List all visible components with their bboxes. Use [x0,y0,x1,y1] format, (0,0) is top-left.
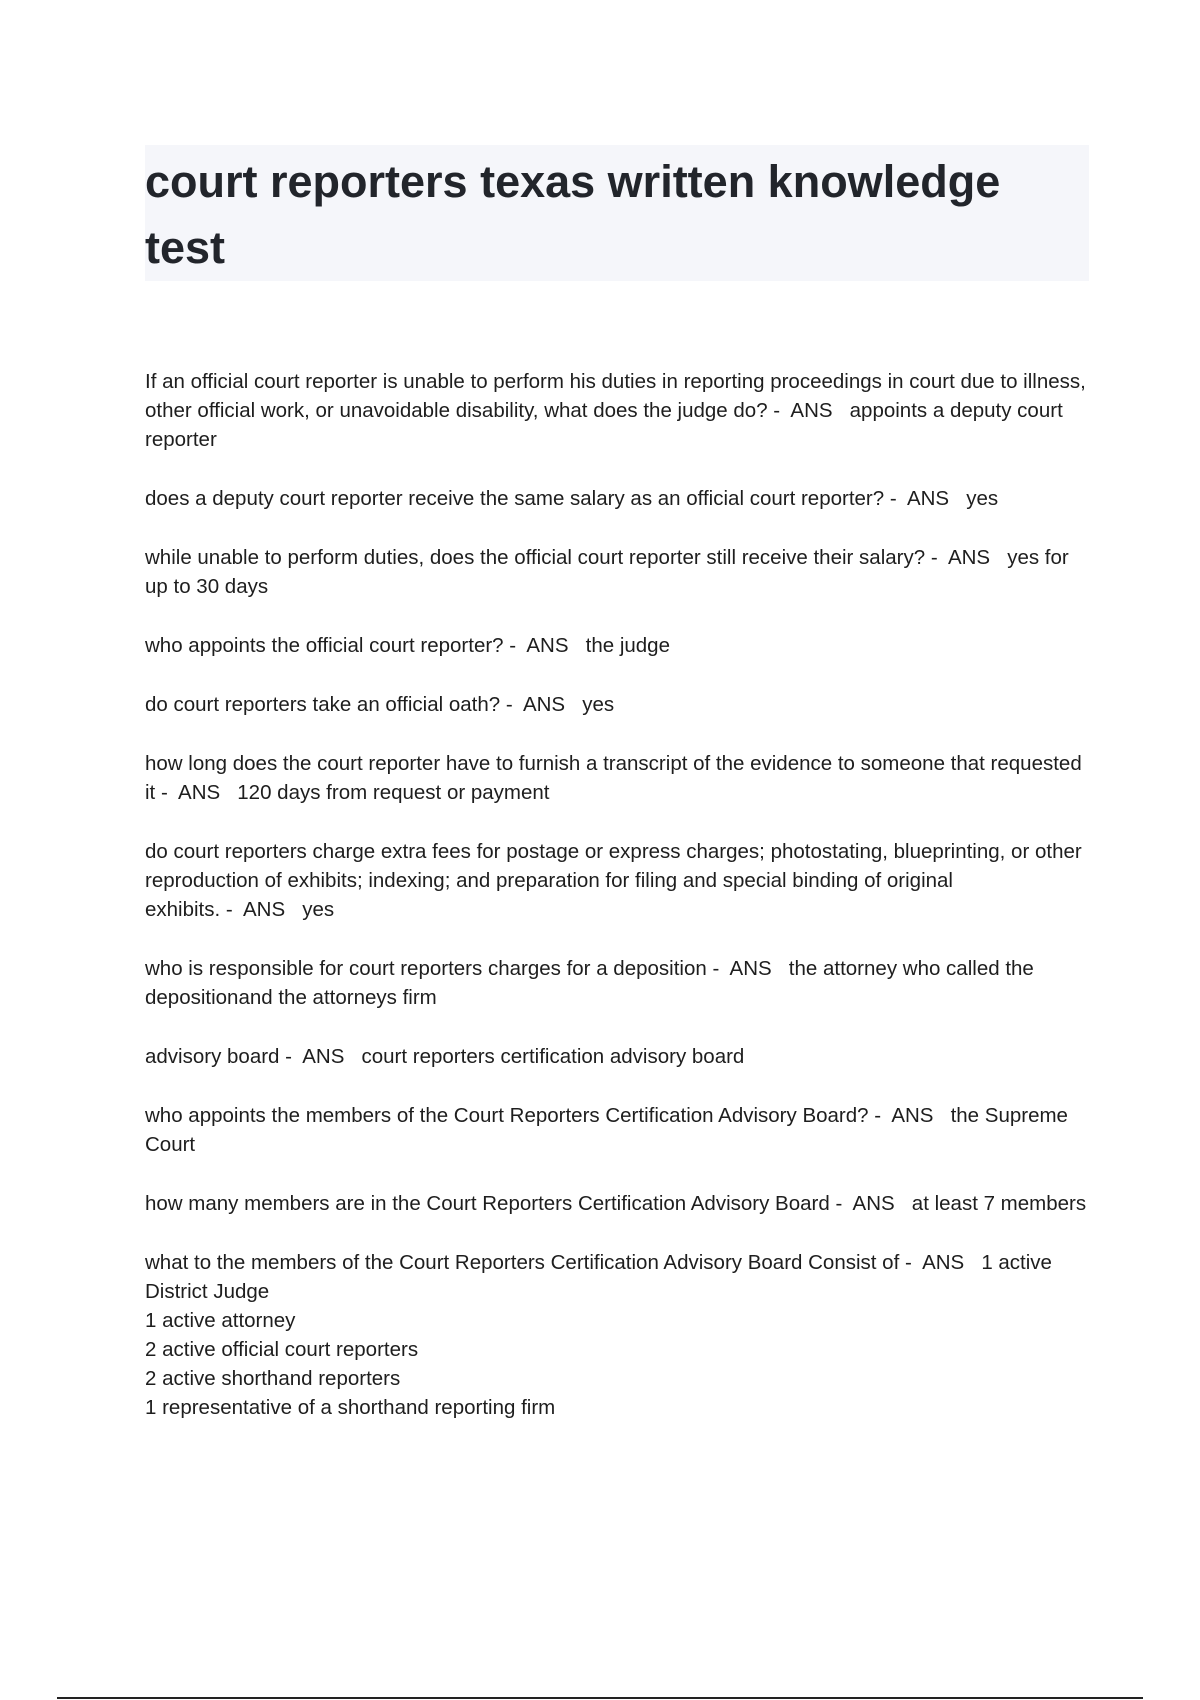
qa-item [145,690,1095,719]
answer-text: yes [582,693,615,716]
answer-text: at least 7 members [911,1192,1087,1215]
answer-separator: - ANS [706,957,789,980]
answer-separator: - ANS [884,487,967,510]
qa-list [145,367,1095,1452]
answer-separator: - ANS [767,399,850,422]
qa-item [145,631,1095,660]
qa-item [145,837,1095,924]
question-text: how many members are in the Court Reporters Certification Advisory Board [145,1192,830,1215]
qa-item [145,1248,1095,1422]
question-text: who is responsible for court reporters charges for a deposition [145,957,707,980]
document-title: court reporters texas written knowledge test [145,156,1001,273]
answer-text: yes [302,898,335,921]
answer-separator: - ANS [500,693,583,716]
question-text: who appoints the official court reporter? [145,634,504,657]
qa-item [145,954,1095,1012]
page-bottom-rule [57,1697,1143,1699]
answer-text: the attorney who called the depositionand the attorneys firm [145,957,1040,1009]
answer-text: 120 days from request or payment [237,781,550,804]
answer-text: the Supreme Court [145,1104,1074,1156]
answer-text: 1 active District Judge 1 active attorney 2 active official court reporters 2 active shorthand reporters 1 representative of a shorthand reporting firm [145,1251,1052,1419]
question-text: If an official court reporter is unable to perform his duties in reporting proceedings in court due to illness, other official work, or unavoidable disability, what does the judge do? [145,370,1092,422]
question-text: how long does the court reporter have to furnish a transcript of the evidence to someone that requested it [145,752,1088,804]
answer-separator: - ANS [279,1045,362,1068]
question-text: do court reporters take an official oath? [145,693,501,716]
answer-text: court reporters certification advisory board [361,1045,745,1068]
qa-item [145,543,1095,601]
qa-item [145,749,1095,807]
answer-separator: - ANS [868,1104,951,1127]
question-text: while unable to perform duties, does the official court reporter still receive their salary? [145,546,926,569]
question-text: advisory board [145,1045,280,1068]
answer-separator: - ANS [925,546,1008,569]
qa-item [145,1042,1095,1071]
answer-separator: - ANS [220,898,303,921]
answer-separator: - ANS [829,1192,912,1215]
answer-text: the judge [585,634,670,657]
answer-separator: - ANS [899,1251,982,1274]
qa-item [145,1189,1095,1218]
question-text: what to the members of the Court Reporters Certification Advisory Board Consist of [145,1251,900,1274]
title-banner [145,145,1089,281]
qa-item [145,367,1095,454]
answer-text: yes for up to 30 days [145,546,1075,598]
qa-item [145,1101,1095,1159]
qa-item [145,484,1095,513]
answer-separator: - ANS [155,781,238,804]
answer-separator: - ANS [503,634,586,657]
answer-text: yes [966,487,999,510]
question-text: who appoints the members of the Court Reporters Certification Advisory Board? [145,1104,869,1127]
question-text: does a deputy court reporter receive the same salary as an official court reporter? [145,487,885,510]
question-text: do court reporters charge extra fees for postage or express charges; photostating, blueprinting, or other reproduction of exhibits; indexing; and preparation for filing and special binding of original exhibits. [145,840,1088,921]
answer-text: appoints a deputy court reporter [145,399,1069,451]
